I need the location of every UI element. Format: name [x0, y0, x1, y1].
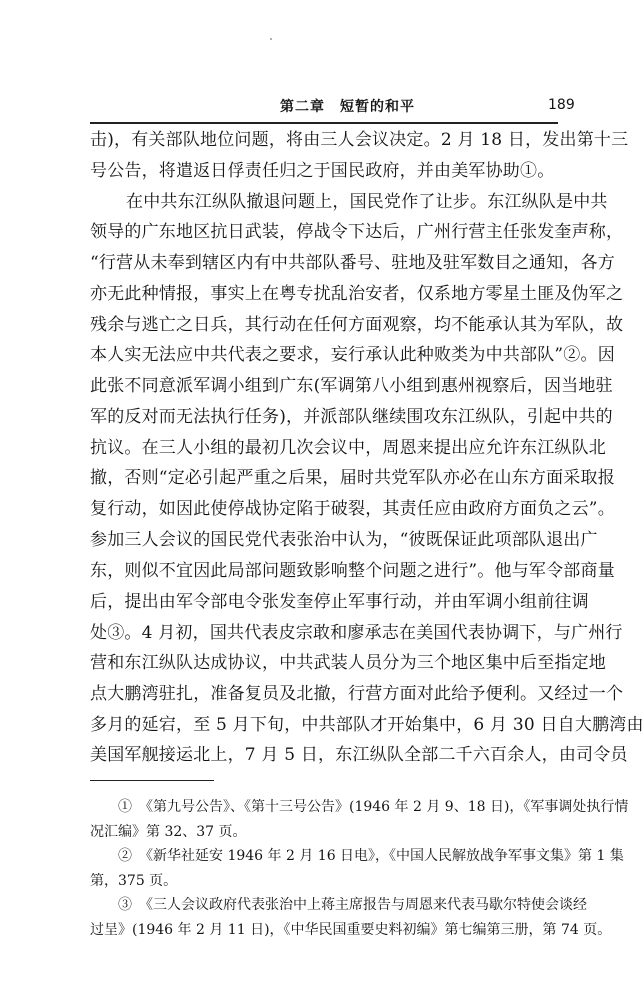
body-line: 后，提出由军令部电令张发奎停止军事行动，并由军调小组前往调 [90, 592, 589, 612]
body-line: 在中共东江纵队撤退问题上，国民党作了让步。东江纵队是中共 [126, 192, 608, 212]
page-header [0, 0, 644, 130]
scan-speck [270, 38, 272, 40]
body-line: 抗议。在三人小组的最初几次会议中，周恩来提出应允许东江纵队北 [90, 438, 606, 458]
body-line: 处③。4 月初，国共代表皮宗敢和廖承志在美国代表协调下，与广州行 [90, 623, 623, 643]
body-line: 东，则似不宜因此局部问题致影响整个问题之进行”。他与军令部商量 [90, 561, 615, 581]
header-rule [90, 122, 558, 124]
footnote-3: ③ 《三人会议政府代表张治中上蒋主席报告与周恩来代表马歇尔特使会谈经 [118, 897, 587, 913]
body-line: 多月的延宕，至 5 月下旬，中共部队才开始集中，6 月 30 日自大鹏湾由 [90, 715, 644, 735]
footnote-3-cont: 过呈》(1946 年 2 月 11 日)，《中华民国重要史料初编》第七编第三册，第 74 页。 [90, 922, 612, 938]
body-line: 营和东江纵队达成协议，中共武装人员分为三个地区集中后至指定地 [90, 653, 606, 673]
body-line: 亦无此种情报，事实上在粤专扰乱治安者，仅系地方零星土匪及伪军之 [90, 284, 624, 304]
body-line: 美国军舰接运北上，7 月 5 日，东江纵队全部二千六百余人，由司令员 [90, 745, 628, 765]
footnote-2: ② 《新华社延安 1946 年 2 月 16 日电》，《中国人民解放战争军事文集》第 1 集 [118, 848, 624, 864]
footnote-rule [90, 780, 214, 781]
body-line: 残余与逃亡之日兵，其行动在任何方面观察，均不能承认其为军队，故 [90, 315, 624, 335]
body-line: 军的反对而无法执行任务)，并派部队继续围攻东江纵队，引起中共的 [90, 407, 613, 427]
body-line: 点大鹏湾驻扎，准备复员及北撤，行营方面对此给予便利。又经过一个 [90, 684, 624, 704]
chapter-title: 第二章 短暂的和平 [280, 99, 415, 115]
body-line: 复行动，如因此使停战协定陷于破裂，其责任应由政府方面负之云”。 [90, 499, 615, 519]
body-line: 此张不同意派军调小组到广东(军调第八小组到惠州视察后，因当地驻 [90, 376, 613, 396]
footnote-2-cont: 第，375 页。 [90, 873, 178, 889]
body-line: 击)，有关部队地位问题，将由三人会议决定。2 月 18 日，发出第十三 [90, 130, 629, 150]
body-line: 本人实无法应中共代表之要求，妄行承认此种败类为中共部队”②。因 [90, 345, 615, 365]
footnote-1-cont: 况汇编》第 32、37 页。 [90, 824, 247, 840]
page-number: 189 [548, 97, 575, 113]
body-line: 号公告，将遣返日俘责任归之于国民政府，并由美军协助①。 [90, 161, 555, 181]
body-line: 领导的广东地区抗日武装，停战令下达后，广州行营主任张发奎声称， [90, 222, 624, 242]
body-line: 撤，否则“定必引起严重之后果，届时共党军队亦必在山东方面采取报 [90, 468, 615, 488]
footnote-1: ① 《第九号公告》、《第十三号公告》(1946 年 2 月 9、18 日)，《军事调处执行情 [118, 799, 629, 815]
body-line: 参加三人会议的国民党代表张治中认为，“彼既保证此项部队退出广 [90, 530, 598, 550]
body-line: “行营从未奉到辖区内有中共部队番号、驻地及驻军数目之通知，各方 [90, 253, 615, 273]
